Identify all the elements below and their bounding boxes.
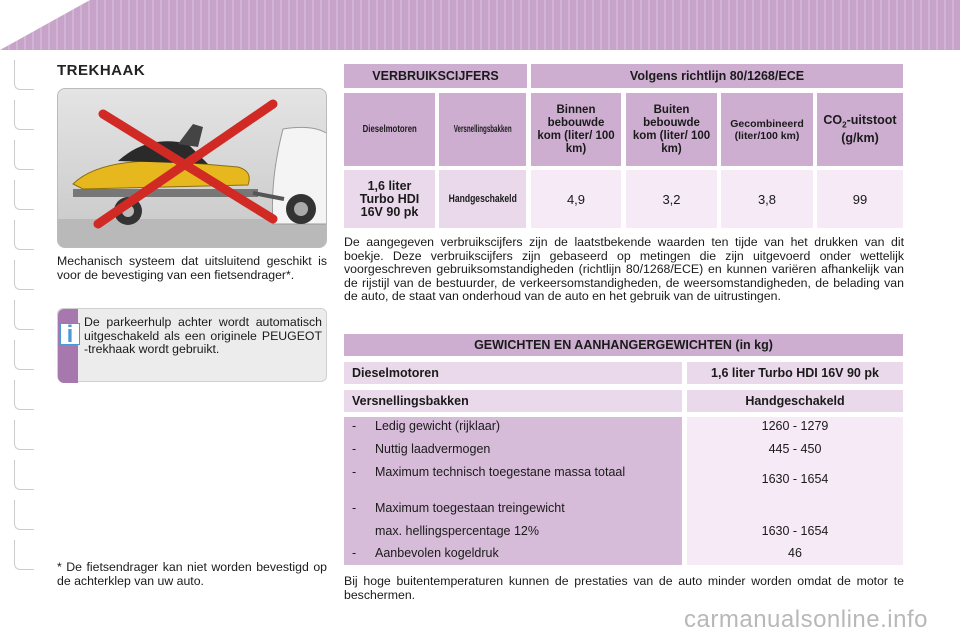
consumption-explanation: De aangegeven verbruikscijfers zijn de laatstbekende waarden ten tijde van het drukken van dit boekje. Deze verbruikscijfers zijn gebaseerd op metingen die zijn uitgevoerd onder wettelijk voorgeschreven gebruiksomstandigheden (richtlijn 80/1268/ECE) en kunnen variëren afhankelijk van de rijstijl van de bestuurder, de verkeersomstandigheden, de weersomstandigheden, de belading van de auto, de staat van onderhoud van de auto en het gebruik van de uitrustingen. — [344, 235, 904, 303]
header-gearbox-label: Versnellingsbakken — [453, 124, 512, 135]
header-combined: Gecombineerd (liter/100 km) — [721, 93, 813, 166]
chapter-tab[interactable] — [14, 300, 34, 330]
weights-engine-label: Dieselmotoren — [344, 362, 682, 384]
weight-value: 445 - 450 — [768, 442, 822, 456]
header-city: Binnen bebouwde kom (liter/ 100 km) — [531, 93, 621, 166]
header-engine-label: Dieselmotoren — [362, 124, 417, 135]
co2-suffix: -uitstoot (g/km) — [841, 113, 897, 145]
weight-label: Ledig gewicht (rijklaar) — [375, 419, 501, 433]
row-dash: - — [352, 419, 357, 433]
chapter-tab[interactable] — [14, 500, 34, 530]
header-co2 — [817, 93, 903, 166]
value-combined: 3,8 — [721, 170, 813, 228]
chapter-tab[interactable] — [14, 540, 34, 570]
consumption-table-subtitle: Volgens richtlijn 80/1268/ECE — [531, 64, 903, 88]
chapter-tab[interactable] — [14, 380, 34, 410]
row-gearbox-cell — [439, 170, 526, 228]
chapter-tab[interactable] — [14, 260, 34, 290]
chapter-tab[interactable] — [14, 140, 34, 170]
weights-engine-value: 1,6 liter Turbo HDI 16V 90 pk — [687, 362, 903, 384]
weight-label: Maximum technisch toegestane massa totaal — [375, 465, 626, 479]
value-co2: 99 — [817, 170, 903, 228]
jetski-trailer-illustration — [58, 89, 327, 248]
consumption-table-title: VERBRUIKSCIJFERS — [344, 64, 527, 88]
weight-value: 1630 - 1654 — [761, 524, 829, 538]
co2-subscript: 2 — [842, 120, 847, 130]
weight-value: 1260 - 1279 — [761, 419, 829, 433]
row-gearbox: Handgeschakeld — [448, 193, 517, 205]
watermark: carmanualsonline.info — [684, 606, 928, 633]
weights-gearbox-label: Versnellingsbakken — [344, 390, 682, 412]
chapter-tab[interactable] — [14, 60, 34, 90]
row-engine: 1,6 liter Turbo HDI 16V 90 pk — [344, 170, 435, 228]
weight-label: Maximum toegestaan treingewicht — [375, 501, 565, 515]
weights-labels-panel — [344, 417, 682, 565]
chapter-tab[interactable] — [14, 460, 34, 490]
header-co2-label — [823, 114, 897, 145]
row-dash: - — [352, 501, 357, 515]
info-box — [57, 308, 327, 382]
towbar-description: Mechanisch systeem dat uitsluitend geschikt is voor de bevestiging van een fietsendrager*. — [57, 254, 327, 282]
header-engine — [344, 93, 435, 166]
value-highway: 3,2 — [626, 170, 717, 228]
chapter-tabs — [14, 60, 34, 580]
weight-value: 1630 - 1654 — [761, 472, 829, 486]
row-dash: - — [352, 546, 357, 560]
chapter-tab[interactable] — [14, 100, 34, 130]
info-text: De parkeerhulp achter wordt automatisch uitgeschakeld als een originele PEUGEOT -trekhaak wordt gebruikt. — [84, 315, 322, 356]
value-city: 4,9 — [531, 170, 621, 228]
weights-gearbox-value: Handgeschakeld — [687, 390, 903, 412]
weights-table-title: GEWICHTEN EN AANHANGERGEWICHTEN (in kg) — [344, 334, 903, 356]
weight-value: 46 — [788, 546, 802, 560]
weight-label: max. hellingspercentage 12% — [375, 524, 539, 538]
bottom-note: Bij hoge buitentemperaturen kunnen de prestaties van de auto minder worden omdat de motor te beschermen. — [344, 574, 904, 602]
row-dash: - — [352, 442, 357, 456]
header-gearbox — [439, 93, 526, 166]
weights-values-panel — [687, 417, 903, 565]
co2-text: CO — [823, 113, 843, 128]
chapter-tab[interactable] — [14, 220, 34, 250]
chapter-tab[interactable] — [14, 180, 34, 210]
header-highway: Buiten bebouwde kom (liter/ 100 km) — [626, 93, 717, 166]
chapter-tab[interactable] — [14, 420, 34, 450]
info-icon: i — [60, 323, 80, 345]
chapter-tab[interactable] — [14, 340, 34, 370]
footnote: * De fietsendrager kan niet worden bevestigd op de achterklep van uw auto. — [57, 560, 327, 588]
towbar-illustration — [57, 88, 327, 248]
row-dash: - — [352, 465, 357, 479]
page-fold — [0, 0, 90, 50]
weight-label: Aanbevolen kogeldruk — [375, 546, 499, 560]
weight-label: Nuttig laadvermogen — [375, 442, 491, 456]
header-stripe — [0, 0, 960, 50]
section-title: TREKHAAK — [57, 62, 146, 79]
